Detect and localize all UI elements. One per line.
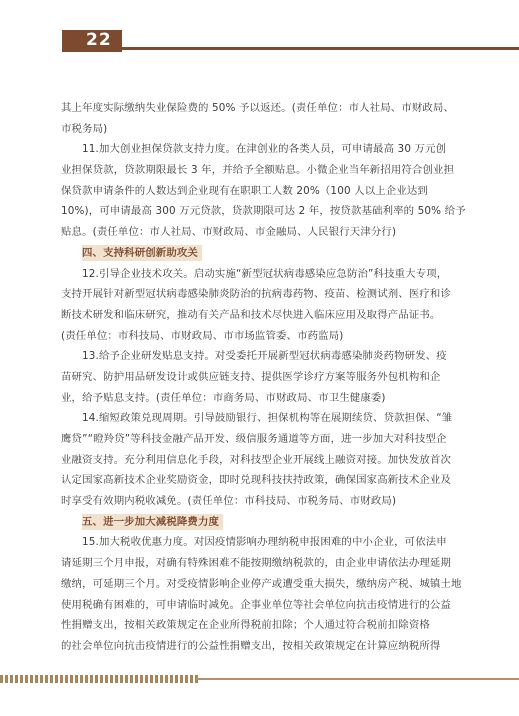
paragraph-line: 贴息。(责任单位：市人社局、市财政局、市金融局、人民银行天津分行) [61,226,397,239]
footer-stripe [40,675,43,683]
footer-stripe [95,675,98,683]
paragraph-line: 10%)，可申请最高 300 万元贷款，贷款期限可达 2 年，按贷款基础利率的 50% 给予 [61,205,466,218]
paragraph-line: 性捐赠支出，按相关政策规定在企业所得税前扣除；个人通过符合税前扣除资格 [61,619,430,632]
footer-rule [196,678,519,680]
footer-stripe [175,675,178,683]
footer-stripe [100,675,103,683]
footer-stripe [70,675,73,683]
footer-stripe [80,675,83,683]
paragraph-line: 其上年度实际缴纳失业保险费的 50% 予以返还。(责任单位：市人社局、市财政局、 [61,102,455,114]
paragraph-line: 12.引导企业技术攻关。启动实施“新型冠状病毒感染应急防治”科技重大专项， [82,267,448,280]
section-heading-label: 五、进一步加大减税降费力度 [82,514,223,530]
footer-stripe [125,675,128,683]
section-heading [61,243,459,264]
footer-stripe [165,675,168,683]
footer-stripe [5,675,8,683]
paragraph-line: 支持开展针对新型冠状病毒感染肺炎防治的抗病毒药物、疫苗、检测试剂、医疗和诊 [61,288,451,301]
paragraph-line: 缴纳，可延期三个月。对受疫情影响企业停产或遭受重大损失，缴纳房产税、城镇土地 [61,577,462,590]
footer-stripe [65,675,68,683]
footer-stripe [185,675,188,683]
paragraph-line: 断技术研发和临床研究，推动有关产品和技术尽快进入临床应用及取得产品证书。 [61,308,441,321]
footer-stripes [0,675,200,683]
paragraph-line: 14.缩短政策兑现周期。引导鼓励银行、担保机构等在展期续贷、贷款担保、“雏 [82,412,453,425]
paragraph-line: 13.给予企业研发贴息支持。对受委托开展新型冠状病毒感染肺炎药物研发、疫 [82,350,447,363]
footer-stripe [10,675,13,683]
footer-stripe [190,675,193,683]
footer-stripe [35,675,38,683]
footer-stripe [55,675,58,683]
footer-stripe [85,675,88,683]
paragraph-line: 业融资支持。充分利用信息化手段，对科技型企业开展线上融资对接。加快发放首次 [61,453,451,466]
footer-stripe [25,675,28,683]
footer-stripe [170,675,173,683]
paragraph-line: 市税务局) [61,122,108,135]
paragraph-line: 认定国家高新技术企业奖励资金，即时兑现科技扶持政策，确保国家高新技术企业及 [61,474,451,487]
body-text [61,98,466,657]
paragraph-line: 11.加大创业担保贷款支持力度。在津创业的各类人员，可申请最高 30 万元创 [82,143,447,156]
paragraph-line: 鹰贷”“瞪羚贷”等科技金融产品开发、级信服务通道等方面，进一步加大对科技型企 [61,433,447,445]
footer-stripe [110,675,113,683]
paragraph-line: 的社会单位向抗击疫情进行的公益性捐赠支出，按相关政策规定在计算应纳税所得 [61,639,441,652]
footer-stripe [180,675,183,683]
footer-stripe [0,675,3,683]
footer-stripe [130,675,133,683]
footer-stripe [105,675,108,683]
footer-stripe [120,675,123,683]
footer-stripe [90,675,93,683]
footer-stripe [75,675,78,683]
footer-stripe [50,675,53,683]
header-rule [122,47,519,50]
paragraph-line: (责任单位：市科技局、市财政局、市市场监管委、市药监局) [61,329,344,342]
paragraph-line: 时享受有效期内税收减免。(责任单位：市科技局、市税务局、市财政局) [61,495,397,508]
footer-stripe [145,675,148,683]
footer-stripe [150,675,153,683]
footer-stripe [45,675,48,683]
paragraph-line: 业担保贷款，贷款期限最长 3 年，并给予全额贴息。小微企业当年新招用符合创业担 [61,164,455,177]
paragraph-line: 使用税确有困难的，可申请临时减免。企事业单位等社会单位向抗击疫情进行的公益 [61,598,451,611]
footer-stripe [135,675,138,683]
paragraph-line: 业，给予贴息支持。(责任单位：市商务局、市财政局、市卫生健康委) [61,391,386,404]
footer-stripe [155,675,158,683]
paragraph-line: 保贷款申请条件的人数达到企业现有在职职工人数 20%（100 人以上企业达到 [61,184,428,197]
section-heading-label: 四、支持科研创新助攻关 [82,245,202,261]
footer-stripe [15,675,18,683]
footer-stripe [60,675,63,683]
paragraph-line: 请延期三个月申报，对确有特殊困难不能按期缴纳税款的，由企业申请依法办理延期 [61,557,451,570]
page-number: 22 [86,30,112,50]
footer-stripe [140,675,143,683]
footer-stripe [20,675,23,683]
paragraph-line: 15.加大税收优惠力度。对因疫情影响办理纳税申报困难的中小企业，可依法申 [82,536,447,549]
footer-stripe [30,675,33,683]
footer-stripe [160,675,163,683]
section-heading [61,512,459,533]
paragraph-line: 苗研究、防护用品研发设计或供应链支持、提供医学诊疗方案等服务外包机构和企 [61,370,441,383]
footer-stripe [115,675,118,683]
